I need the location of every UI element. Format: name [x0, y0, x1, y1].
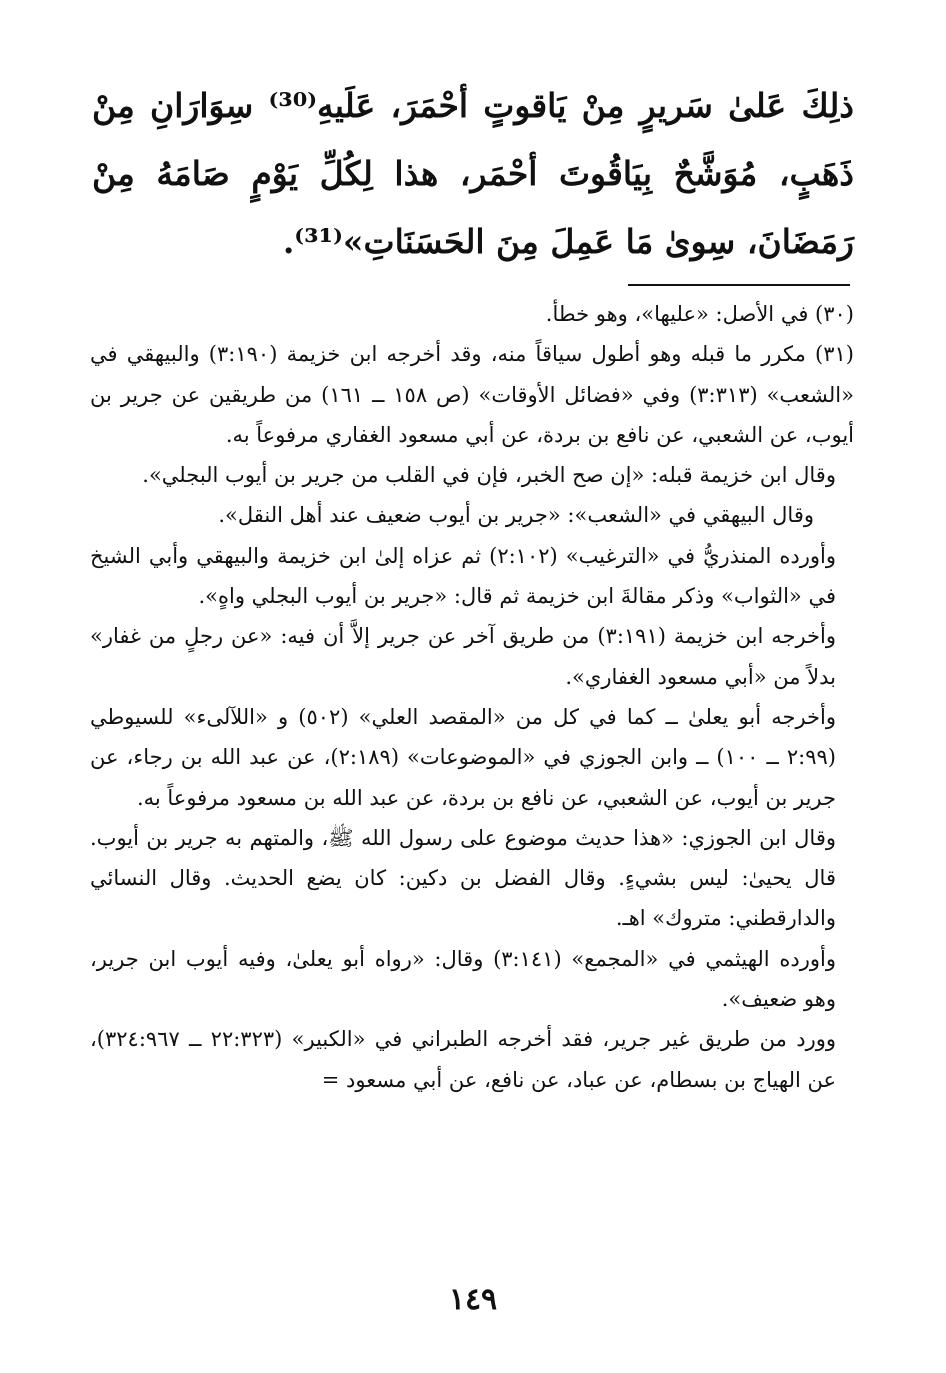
footnote-paragraph: وورد من طريق غير جرير، فقد أخرجه الطبراني في «الكبير» (٢٢:٣٢٣ ــ ٣٢٤:٩٦٧)، عن الهياج بن بسطام، عن عباد، عن نافع، عن أبي مسعود = — [90, 1027, 836, 1092]
main-text-block — [92, 72, 854, 276]
footnote-31: (٣١) مكرر ما قبله وهو أطول سياقاً منه، وقد أخرجه ابن خزيمة (٣:١٩٠) والبيهقي في «الشعب» (٣:٣١٣) وفي «فضائل الأوقات» (ص ١٥٨ ــ ١٦١) من طريقين عن جرير بن أيوب، عن الشعبي، عن نافع بن بردة، عن أبي مسعود الغفاري مرفوعاً به. — [90, 342, 854, 447]
footnote-paragraph: وقال ابن خزيمة قبله: «إن صح الخبر، فإن في القلب من جرير بن أيوب البجلي». — [142, 463, 836, 488]
footnote-30: (٣٠) في الأصل: «عليها»، وهو خطأ. — [545, 302, 854, 326]
footnote-separator — [628, 284, 850, 286]
main-paragraph: ذلِكَ عَلىٰ سَريرٍ مِنْ يَاقوتٍ أحْمَرَ، عَلَيهِ⁽³⁰⁾ سِوَارَانِ مِنْ ذَهَبٍ، مُوَشَّحٌ بِيَاقُوتَ أحْمَر، هذا لِكُلِّ يَوْمٍ صَامَهُ مِنْ رَمَضَانَ، سِوىٰ مَا عَمِلَ مِنَ الحَسَنَاتِ»⁽³¹⁾. — [92, 86, 854, 261]
footnote-paragraph: وأورده المنذريُّ في «الترغيب» (٢:١٠٢) ثم عزاه إلىٰ ابن خزيمة والبيهقي وأبي الشيخ في «الثواب» وذكر مقالةَ ابن خزيمة ثم قال: «جرير بن أيوب البجلي واهٍ». — [90, 543, 837, 609]
footnote-paragraph: وأورده الهيثمي في «المجمع» (٣:١٤١) وقال: «رواه أبو يعلىٰ، وفيه أيوب ابن جرير، وهو ضعيف». — [90, 946, 836, 1012]
page-number: ١٤٩ — [448, 1282, 498, 1317]
footnote-paragraph: وأخرجه ابن خزيمة (٣:١٩١) من طريق آخر عن جرير إلاَّ أن فيه: «عن رجلٍ من غفار» بدلاً من «أبي مسعود الغفاري». — [90, 624, 836, 689]
footnote-paragraph: وقال ابن الجوزي: «هذا حديث موضوع على رسول الله ﷺ، والمتهم به جرير بن أيوب. قال يحيىٰ: ليس بشيءٍ. وقال الفضل بن دكين: كان يضع الحديث. وقال النسائي والدارقطني: متروك» اهـ. — [90, 825, 836, 931]
footnotes-block — [90, 294, 854, 1100]
footnote-paragraph: وقال البيهقي في «الشعب»: «جرير بن أيوب ضعيف عند أهل النقل». — [218, 503, 814, 528]
footnote-paragraph: وأخرجه أبو يعلىٰ ــ كما في كل من «المقصد العلي» (٥٠٢) و «اللآلىء» للسيوطي (٢:٩٩ ــ ١٠٠) ــ وابن الجوزي في «الموضوعات» (٢:١٨٩)، عن عبد الله بن رجاء، عن جرير بن أيوب، عن الشعبي، عن نافع بن بردة، عن عبد الله بن مسعود مرفوعاً به. — [90, 704, 836, 810]
